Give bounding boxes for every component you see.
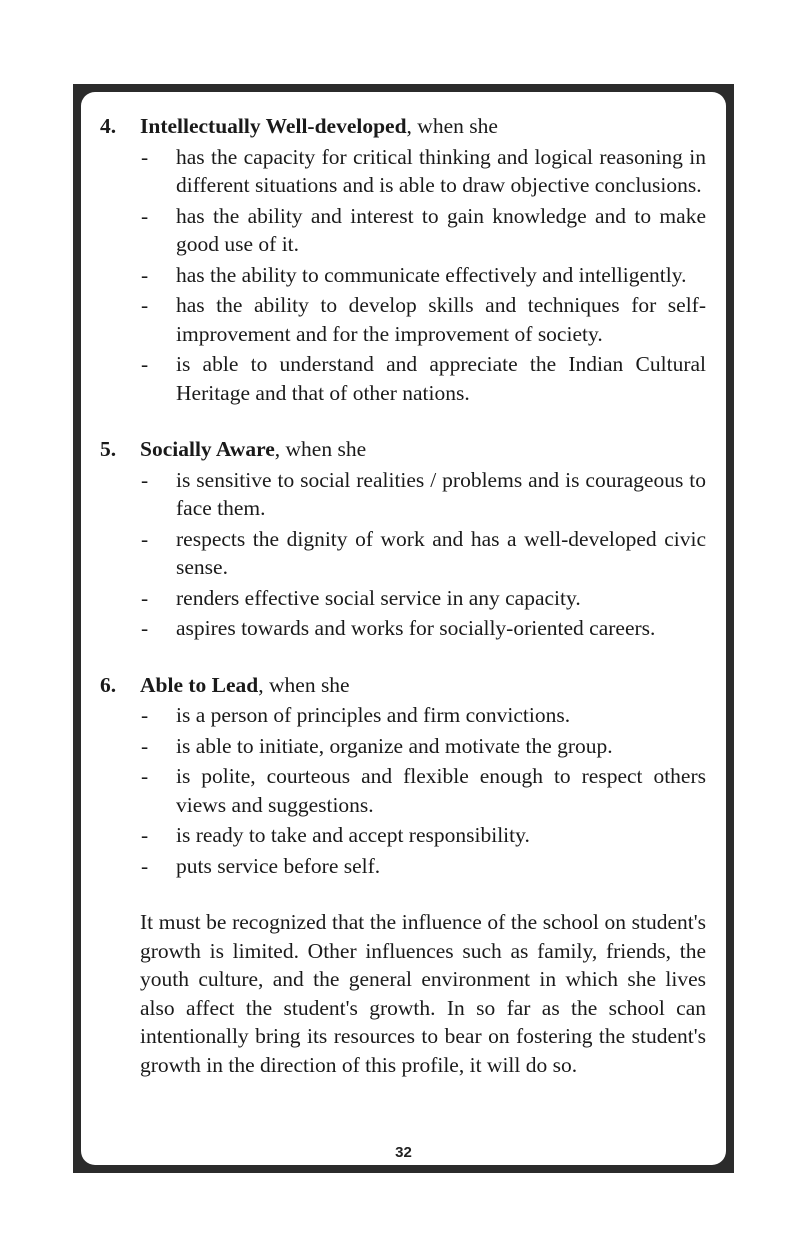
dash-marker: - bbox=[141, 203, 149, 228]
list-item-text: respects the dignity of work and has a well-developed civic sense. bbox=[176, 526, 706, 579]
list-item-text: is sensitive to social realities / problems and is courageous to face them. bbox=[176, 467, 706, 520]
list-item bbox=[100, 614, 706, 643]
bullet-list bbox=[100, 701, 706, 880]
list-item bbox=[100, 261, 706, 290]
dash-marker: - bbox=[141, 144, 149, 169]
list-item-text: is a person of principles and firm convictions. bbox=[176, 703, 571, 727]
section-heading bbox=[100, 671, 706, 700]
section-suffix: , when she bbox=[258, 672, 350, 697]
list-item bbox=[100, 732, 706, 761]
section-title: Intellectually Well-developed bbox=[140, 114, 407, 138]
section-number: 4. bbox=[100, 114, 117, 138]
section-suffix: , when she bbox=[274, 437, 367, 461]
dash-marker: - bbox=[141, 526, 149, 551]
dash-marker: - bbox=[141, 352, 149, 376]
dash-marker: - bbox=[141, 703, 149, 727]
dash-marker: - bbox=[141, 467, 149, 492]
section-title: Able to Lead bbox=[140, 672, 259, 697]
section-heading bbox=[100, 112, 706, 141]
list-item bbox=[100, 291, 706, 348]
section-suffix: , when she bbox=[406, 114, 498, 138]
page-number: 32 bbox=[395, 1144, 412, 1161]
list-item-text: is able to initiate, organize and motivate the group. bbox=[176, 733, 613, 758]
dash-marker: - bbox=[141, 293, 149, 317]
list-item bbox=[100, 202, 706, 259]
list-item bbox=[100, 350, 706, 407]
dash-marker: - bbox=[141, 616, 149, 640]
list-item-text: is ready to take and accept responsibility. bbox=[176, 823, 530, 847]
section-heading bbox=[100, 435, 706, 464]
section-number: 5. bbox=[100, 437, 117, 461]
section-socially-aware bbox=[100, 435, 706, 643]
page-content bbox=[100, 112, 706, 1101]
list-item-text: has the capacity for critical thinking and logical reasoning in different situations and is able to draw objective conclusions. bbox=[176, 144, 706, 197]
list-item bbox=[100, 143, 706, 200]
list-item bbox=[100, 466, 706, 523]
list-item-text: is polite, courteous and flexible enough to respect others views and suggestions. bbox=[176, 764, 706, 817]
list-item bbox=[100, 584, 706, 613]
list-item bbox=[100, 762, 706, 819]
section-title: Socially Aware bbox=[140, 437, 275, 461]
list-item bbox=[100, 852, 706, 881]
list-item bbox=[100, 525, 706, 582]
section-able-to-lead bbox=[100, 671, 706, 881]
bullet-list bbox=[100, 466, 706, 643]
dash-marker: - bbox=[141, 262, 149, 287]
dash-marker: - bbox=[141, 853, 149, 878]
dash-marker: - bbox=[141, 733, 149, 758]
list-item bbox=[100, 821, 706, 850]
bullet-list bbox=[100, 143, 706, 408]
list-item-text: puts service before self. bbox=[176, 853, 381, 878]
list-item-text: renders effective social service in any capacity. bbox=[176, 585, 581, 610]
list-item-text: has the ability to develop skills and techniques for self-improvement and for the improvement of society. bbox=[176, 293, 706, 346]
section-intellectually-well-developed bbox=[100, 112, 706, 407]
list-item-text: is able to understand and appreciate the Indian Cultural Heritage and that of other nations. bbox=[176, 352, 706, 405]
list-item bbox=[100, 701, 706, 730]
section-number: 6. bbox=[100, 672, 117, 697]
closing-paragraph: It must be recognized that the influence of the school on student's growth is limited. Other influences such as family, friends, the youth culture, and the general environment in which she lives also affect the student's growth. In so far as the school can intentionally bring its resources to bear on fostering the student's growth in the direction of this profile, it will do so. bbox=[140, 910, 706, 1077]
list-item-text: aspires towards and works for socially-oriented careers. bbox=[176, 616, 656, 640]
dash-marker: - bbox=[141, 764, 149, 788]
list-item-text: has the ability to communicate effectively and intelligently. bbox=[176, 262, 687, 287]
list-item-text: has the ability and interest to gain knowledge and to make good use of it. bbox=[176, 203, 706, 256]
dash-marker: - bbox=[141, 823, 149, 847]
dash-marker: - bbox=[141, 585, 149, 610]
